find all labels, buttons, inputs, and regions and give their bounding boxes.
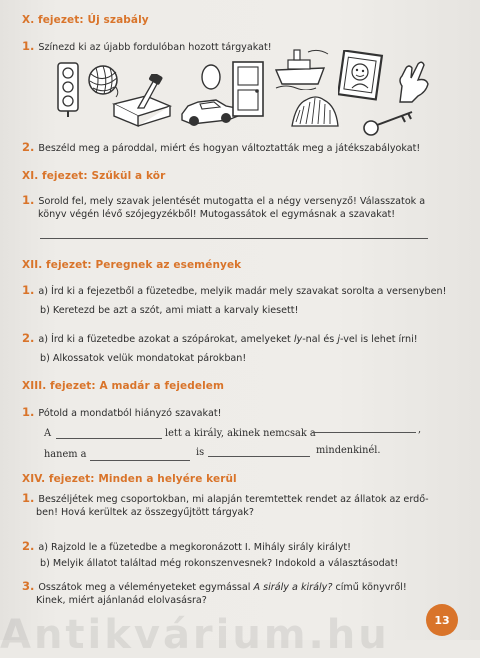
ch11-task1-line2: könyv végén lévő szójegyzékből! Mutogassátok el egymásnak a szavakat! bbox=[38, 209, 396, 220]
chapter-12-heading: XII. fejezet: Peregnek az események bbox=[22, 259, 242, 271]
ch14-task3-line2: Kinek, miért ajánlanád elolvasásra? bbox=[36, 595, 207, 606]
task-text-line1: Beszéljétek meg csoportokban, mi alapján teremtettek rendet az állatok az erdő- bbox=[38, 494, 429, 505]
ch12-task1a bbox=[22, 284, 446, 299]
blank-2[interactable] bbox=[312, 432, 416, 433]
chapter-14-heading: XIV. fejezet: Minden a helyére kerül bbox=[22, 473, 237, 485]
ch14-task1 bbox=[22, 492, 429, 507]
ch12-task2b: b) Alkossatok velük mondatokat párokban! bbox=[40, 353, 247, 364]
ch10-task2 bbox=[22, 141, 420, 156]
task-number: 2. bbox=[22, 140, 35, 154]
task-text: című könyvről! bbox=[332, 582, 407, 593]
chapter-10-heading: X. fejezet: Új szabály bbox=[22, 14, 149, 26]
watermark: Antikvárium.hu bbox=[0, 612, 390, 658]
task-number: 2. bbox=[22, 539, 35, 553]
task-text: Osszátok meg a véleményeteket egymással bbox=[38, 582, 254, 593]
knife-in-box-icon bbox=[106, 74, 176, 128]
ch12-task1b: b) Keretezd be azt a szót, ami miatt a karvaly kiesett! bbox=[40, 305, 299, 316]
page-number-badge: 13 bbox=[426, 604, 458, 636]
task-number: 1. bbox=[22, 405, 35, 419]
blank-4[interactable] bbox=[208, 456, 310, 457]
fill-mind: mindenkinél. bbox=[316, 445, 381, 456]
task-text: a) Rajzold le a füzetedbe a megkoronázott I. Mihály sirály királyt! bbox=[38, 542, 351, 553]
task-text: Beszéld meg a pároddal, miért és hogyan változtatták meg a játékszabályokat! bbox=[38, 143, 421, 154]
ch14-task1-line2: ben! Hová kerültek az összegyűjtött tárgyak? bbox=[36, 507, 254, 518]
fill-comma: , bbox=[418, 424, 422, 435]
chapter-11-heading: XI. fejezet: Szűkül a kör bbox=[22, 170, 166, 182]
ch14-task3 bbox=[22, 580, 407, 595]
ly-letters: ly bbox=[293, 334, 303, 345]
ch10-task1 bbox=[22, 40, 272, 55]
traffic-light-icon bbox=[56, 62, 80, 118]
task-number: 2. bbox=[22, 331, 35, 345]
ch13-task1 bbox=[22, 406, 221, 421]
blank-1[interactable] bbox=[56, 438, 162, 439]
ch11-task1 bbox=[22, 194, 425, 209]
blank-3[interactable] bbox=[90, 460, 190, 461]
task-text: Pótold a mondatból hiányzó szavakat! bbox=[38, 408, 222, 419]
hay-pile-icon bbox=[290, 92, 340, 128]
task-number: 1. bbox=[22, 283, 35, 297]
book-title: A sirály a király? bbox=[253, 582, 333, 593]
task-text-line1: Sorold fel, mely szavak jelentését mutogatta el a négy versenyző! Válasszatok a bbox=[38, 196, 426, 207]
egg-icon bbox=[200, 62, 222, 90]
fill-hanem: hanem a bbox=[44, 449, 87, 460]
ch14-task2b: b) Melyik állatot találtad még rokonszenvesnek? Indokold a választásodat! bbox=[40, 558, 399, 569]
task-text: a) Írd ki a fejezetből a füzetedbe, melyik madár mely szavakat sorolta a versenyben! bbox=[38, 286, 447, 297]
fill-lett: lett a király, akinek nemcsak a bbox=[165, 428, 316, 439]
task-text: -vel is lehet írni! bbox=[339, 334, 418, 345]
j-letter: j bbox=[337, 334, 340, 345]
task-number: 3. bbox=[22, 579, 35, 593]
framed-portrait-icon bbox=[338, 50, 384, 102]
task-text: a) Írd ki a füzetedbe azokat a szópárokat, amelyeket bbox=[38, 334, 294, 345]
key-icon bbox=[362, 108, 418, 138]
task-number: 1. bbox=[22, 491, 35, 505]
answer-line bbox=[40, 238, 428, 239]
task-number: 1. bbox=[22, 39, 35, 53]
ch12-task2a bbox=[22, 332, 418, 347]
fill-is: is bbox=[196, 447, 205, 458]
chapter-13-heading: XIII. fejezet: A madár a fejedelem bbox=[22, 380, 225, 392]
ch14-task2a bbox=[22, 540, 351, 555]
fill-a: A bbox=[44, 428, 52, 439]
task-number: 1. bbox=[22, 193, 35, 207]
task-text: -nal és bbox=[302, 334, 338, 345]
ship-icon bbox=[274, 46, 330, 90]
door-icon bbox=[230, 60, 266, 118]
task-text: Színezd ki az újabb fordulóban hozott tárgyakat! bbox=[38, 42, 272, 53]
hand-fingers-icon bbox=[392, 58, 432, 104]
